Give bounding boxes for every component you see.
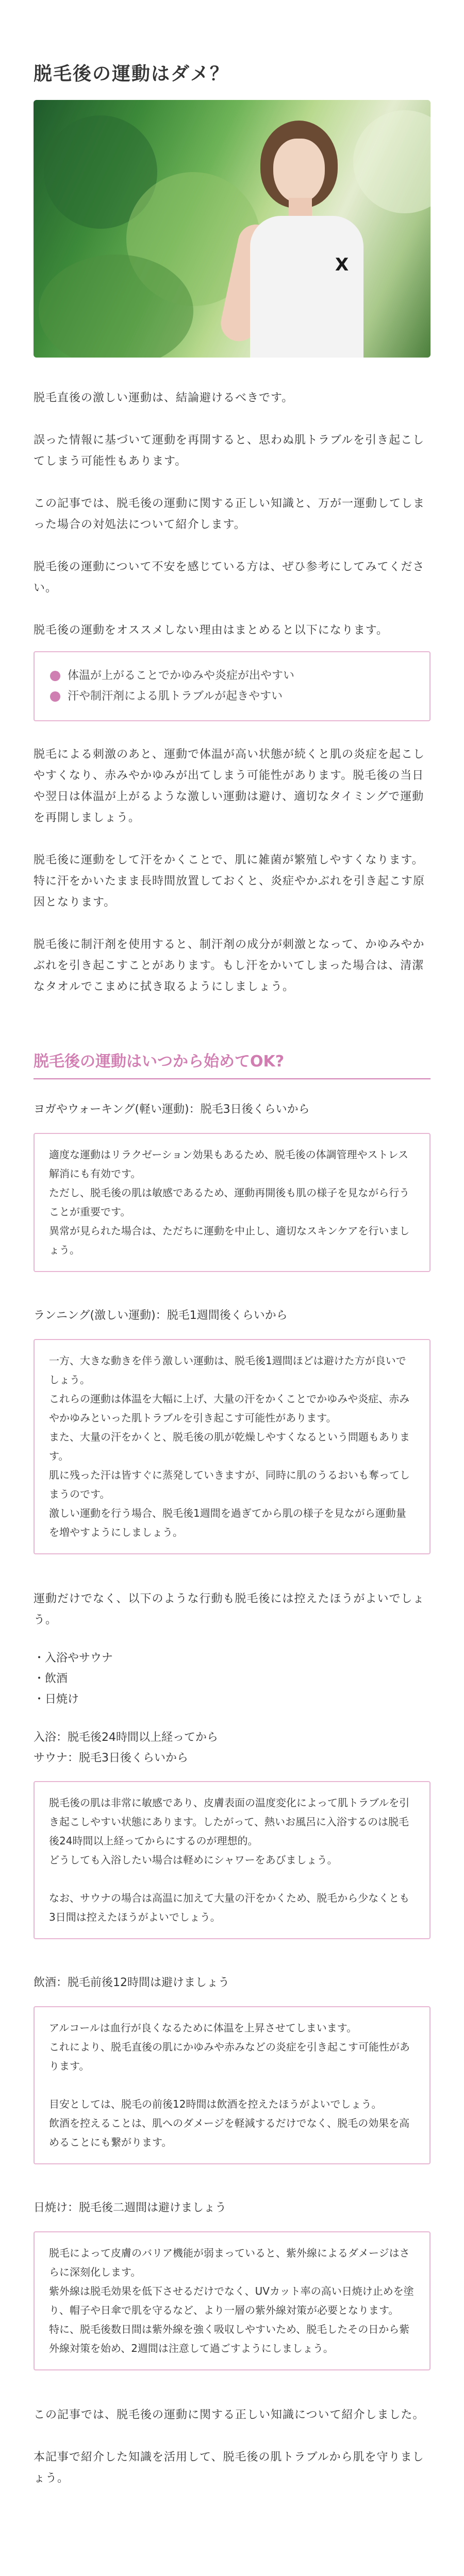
hero-face (273, 139, 325, 203)
hero-image (34, 100, 430, 358)
card-text: 一方、大きな動きを伴う激しい運動は、脱毛後1週間ほどは避けた方が良いでしょう。 (49, 1354, 406, 1386)
intro-paragraph: 脱毛後の運動について不安を感じている方は、ぜひ参考にしてみてください。 (34, 561, 425, 595)
intro-paragraph: この記事では、脱毛後の運動に関する正しい知識と、万が一運動してしまった場合の対処法について紹介します。 (34, 497, 425, 531)
hard-exercise-heading: ランニング(激しい運動)：脱毛1週間後くらいから (34, 1309, 288, 1322)
intro-paragraph: 誤った情報に基づいて運動を再開すると、思わぬ肌トラブルを引き起こしてしまう可能性もあります。 (34, 434, 425, 468)
card-text: また、大量の汗をかくと、脱毛後の肌が乾燥しやすくなるという問題もあります。 (49, 1431, 410, 1462)
bullet-dot-icon (50, 691, 60, 702)
article-title: 脱毛後の運動はダメ？ (34, 63, 230, 84)
hero-top (250, 216, 363, 358)
body-paragraph: 脱毛による刺激のあと、運動で体温が高い状態が続くと肌の炎症を起こしやすくなり、赤みやかゆみが出てしまう可能性があります。脱毛後の当日や翌日は体温が上がるような激しい運動は避け、適切なタイミングで運動を再開しましょう。 (34, 748, 425, 824)
list-item: ・飲酒 (34, 1672, 68, 1685)
card-text: これにより、脱毛直後の肌にかゆみや赤みなどの炎症を引き起こす可能性があります。 (49, 2041, 410, 2072)
hero-logo: X (335, 255, 349, 275)
card-text: 異常が見られた場合は、ただちに運動を中止し、適切なスキンケアを行いましょう。 (49, 1225, 410, 1256)
alcohol-card (34, 2006, 430, 2164)
card-text: 脱毛によって皮膚のバリア機能が弱まっていると、紫外線によるダメージはさらに深刻化します。 (49, 2247, 410, 2278)
bath-card (34, 1781, 430, 1939)
card-text: 目安としては、脱毛の前後12時間は飲酒を控えたほうがよいでしょう。 (49, 2098, 382, 2110)
card-text: 紫外線は脱毛効果を低下させるだけでなく、UVカット率の高い日焼け止めを塗り、帽子や日傘で肌を守るなど、より一層の紫外線対策が必要となります。 (49, 2285, 414, 2316)
outro-paragraph: この記事では、脱毛後の運動に関する正しい知識について紹介しました。 (34, 2409, 425, 2421)
light-exercise-card (34, 1133, 430, 1272)
section-heading: 脱毛後の運動はいつから始めてOK? (34, 1019, 430, 1079)
list-item: ・入浴やサウナ (34, 1652, 113, 1665)
outro-paragraph: 本記事で紹介した知識を活用して、脱毛後の肌トラブルから肌を守りましょう。 (34, 2451, 424, 2485)
card-text: 飲酒を控えることは、肌へのダメージを軽減するだけでなく、脱毛の効果を高めることにも繋がります。 (49, 2117, 410, 2148)
card-text: 適度な運動はリラクゼーション効果もあるため、脱毛後の体調管理やストレス解消にも有効です。 (49, 1148, 408, 1180)
sun-card (34, 2231, 430, 2370)
card-text: これらの運動は体温を大幅に上げ、大量の汗をかくことでかゆみや炎症、赤みやかゆみといった肌トラブルを引き起こす可能性があります。 (49, 1393, 410, 1424)
reason-text: 体温が上がることでかゆみや炎症が出やすい (68, 669, 295, 682)
card-text: なお、サウナの場合は高温に加えて大量の汗をかくため、脱毛から少なくとも3日間は控えたほうがよいでしょう。 (49, 1892, 410, 1923)
reason-text: 汗や制汗剤による肌トラブルが起きやすい (68, 690, 283, 703)
sun-heading: 日焼け：脱毛後二週間は避けましょう (34, 2201, 227, 2214)
other-list (34, 1648, 430, 1710)
reason-item (50, 686, 414, 707)
light-exercise-heading: ヨガやウォーキング(軽い運動)：脱毛3日後くらいから (34, 1103, 310, 1116)
body-paragraph: 脱毛後に運動をして汗をかくことで、肌に雑菌が繁殖しやすくなります。特に汗をかいたまま長時間放置しておくと、炎症やかぶれを引き起こす原因となります。 (34, 854, 425, 909)
other-intro: 運動だけでなく、以下のような行動も脱毛後には控えたほうがよいでしょう。 (34, 1592, 425, 1626)
card-text: どうしても入浴したい場合は軽めにシャワーをあびましょう。 (49, 1854, 338, 1866)
card-text: アルコールは血行が良くなるために体温を上昇させてしまいます。 (49, 2022, 357, 2034)
sauna-heading: サウナ：脱毛3日後くらいから (34, 1752, 188, 1765)
bullet-dot-icon (50, 671, 60, 681)
card-text: ただし、脱毛後の肌は敏感であるため、運動再開後も肌の様子を見ながら行うことが重要です。 (49, 1187, 410, 1218)
bath-heading: 入浴：脱毛後24時間以上経ってから (34, 1731, 218, 1744)
card-text: 特に、脱毛後数日間は紫外線を強く吸収しやすいため、脱毛したその日から紫外線対策を始め、2週間は注意して過ごすようにしましょう。 (49, 2323, 410, 2354)
list-item: ・日焼け (34, 1693, 79, 1706)
alcohol-heading: 飲酒：脱毛前後12時間は避けましょう (34, 1976, 229, 1989)
reasons-box (34, 651, 430, 721)
body-paragraph: 脱毛後に制汗剤を使用すると、制汗剤の成分が刺激となって、かゆみやかぶれを引き起こすことがあります。もし汗をかいてしまった場合は、清潔なタオルでこまめに拭き取るようにしましょう。 (34, 938, 425, 993)
card-text: 肌に残った汗は皆すぐに蒸発していきますが、同時に肌のうるおいも奪ってしまうのです。 (49, 1469, 410, 1500)
intro-paragraph: 脱毛直後の激しい運動は、結論避けるべきです。 (34, 392, 294, 404)
intro-paragraph: 脱毛後の運動をオススメしない理由はまとめると以下になります。 (34, 624, 389, 637)
card-text: 脱毛後の肌は非常に敏感であり、皮膚表面の温度変化によって肌トラブルを引き起こしやすい状態にあります。したがって、熱いお風呂に入浴するのは脱毛後24時間以上経ってからにするのが理想的。 (49, 1797, 410, 1847)
reason-item (50, 666, 414, 686)
card-text: 激しい運動を行う場合、脱毛後1週間を過ぎてから肌の様子を見ながら運動量を増やすようにしましょう。 (49, 1507, 406, 1538)
hard-exercise-card (34, 1339, 430, 1554)
